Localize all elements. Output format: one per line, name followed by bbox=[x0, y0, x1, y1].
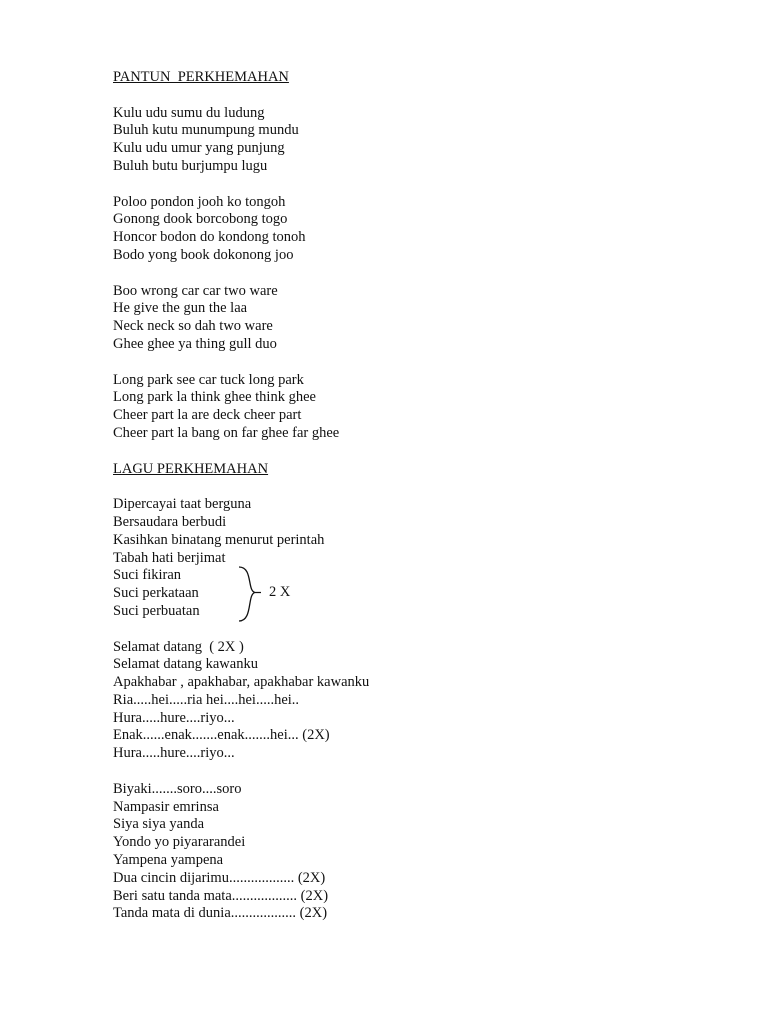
verse-line: Poloo pondon jooh ko tongoh bbox=[113, 193, 286, 210]
repeat-label: 2 X bbox=[269, 584, 291, 601]
pantun-stanza-2 bbox=[113, 194, 673, 265]
spacer bbox=[113, 265, 673, 283]
verse-line: Suci perbuatan bbox=[113, 602, 200, 619]
spacer bbox=[113, 354, 673, 372]
verse-line: Suci fikiran bbox=[113, 567, 182, 584]
verse-line: Ghee ghee ya thing gull duo bbox=[113, 335, 277, 352]
pantun-title: PANTUN PERKHEMAHAN bbox=[113, 69, 289, 85]
verse-line: Dipercayai taat berguna bbox=[113, 496, 252, 513]
verse-line: Tabah hati berjimat bbox=[113, 549, 226, 566]
right-brace-icon bbox=[233, 565, 273, 623]
verse-line: Siya siya yanda bbox=[113, 816, 205, 833]
verse-line: Gonong dook borcobong togo bbox=[113, 211, 288, 228]
verse-line: Ria.....hei.....ria hei....hei.....hei.. bbox=[113, 691, 300, 708]
verse-line: Nampasir emrinsa bbox=[113, 798, 219, 815]
verse-line: Apakhabar , apakhabar, apakhabar kawanku bbox=[113, 674, 370, 691]
verse-line: Biyaki.......soro....soro bbox=[113, 780, 242, 797]
verse-line: Yondo yo piyararandei bbox=[113, 834, 246, 851]
verse-line: Neck neck so dah two ware bbox=[113, 318, 273, 335]
verse-line: Beri satu tanda mata.................. (2X) bbox=[113, 887, 329, 904]
verse-line: Kulu udu sumu du ludung bbox=[113, 104, 265, 121]
verse-line: Bersaudara berbudi bbox=[113, 513, 227, 530]
verse-line: Long park see car tuck long park bbox=[113, 371, 304, 388]
verse-line: Hura.....hure....riyo... bbox=[113, 745, 235, 762]
lagu-verse-1 bbox=[113, 496, 673, 621]
verse-line: Honcor bodon do kondong tonoh bbox=[113, 229, 306, 246]
verse-line: Dua cincin dijarimu.................. (2X) bbox=[113, 869, 326, 886]
verse-line: He give the gun the laa bbox=[113, 300, 248, 317]
spacer bbox=[113, 176, 673, 194]
verse-line: Hura.....hure....riyo... bbox=[113, 709, 235, 726]
repeat-group bbox=[113, 567, 673, 620]
verse-line: Yampena yampena bbox=[113, 852, 224, 869]
verse-line: Enak......enak.......enak.......hei... (2X) bbox=[113, 727, 330, 744]
pantun-stanza-4 bbox=[113, 372, 673, 443]
lagu-title: LAGU PERKHEMAHAN bbox=[113, 460, 269, 477]
spacer bbox=[113, 478, 673, 496]
verse-line: Kasihkan binatang menurut perintah bbox=[113, 531, 325, 548]
verse-line: Buluh kutu munumpung mundu bbox=[113, 122, 299, 139]
verse-line: Selamat datang kawanku bbox=[113, 656, 258, 673]
verse-line: Cheer part la bang on far ghee far ghee bbox=[113, 424, 340, 441]
verse-line: Boo wrong car car two ware bbox=[113, 282, 278, 299]
spacer bbox=[113, 443, 673, 461]
spacer bbox=[113, 87, 673, 105]
verse-line: Selamat datang ( 2X ) bbox=[113, 638, 244, 655]
pantun-stanza-1 bbox=[113, 105, 673, 176]
verse-line: Long park la think ghee think ghee bbox=[113, 389, 316, 406]
document-page bbox=[113, 69, 673, 923]
spacer bbox=[113, 763, 673, 781]
verse-line: Buluh butu burjumpu lugu bbox=[113, 157, 268, 174]
lagu-verse-3 bbox=[113, 781, 673, 923]
verse-line: Kulu udu umur yang punjung bbox=[113, 140, 285, 157]
verse-line: Suci perkataan bbox=[113, 585, 199, 602]
lagu-verse-2 bbox=[113, 639, 673, 764]
verse-line: Tanda mata di dunia.................. (2X) bbox=[113, 905, 328, 922]
pantun-stanza-3 bbox=[113, 283, 673, 354]
verse-line: Bodo yong book dokonong joo bbox=[113, 246, 294, 263]
spacer bbox=[113, 621, 673, 639]
verse-line: Cheer part la are deck cheer part bbox=[113, 407, 302, 424]
